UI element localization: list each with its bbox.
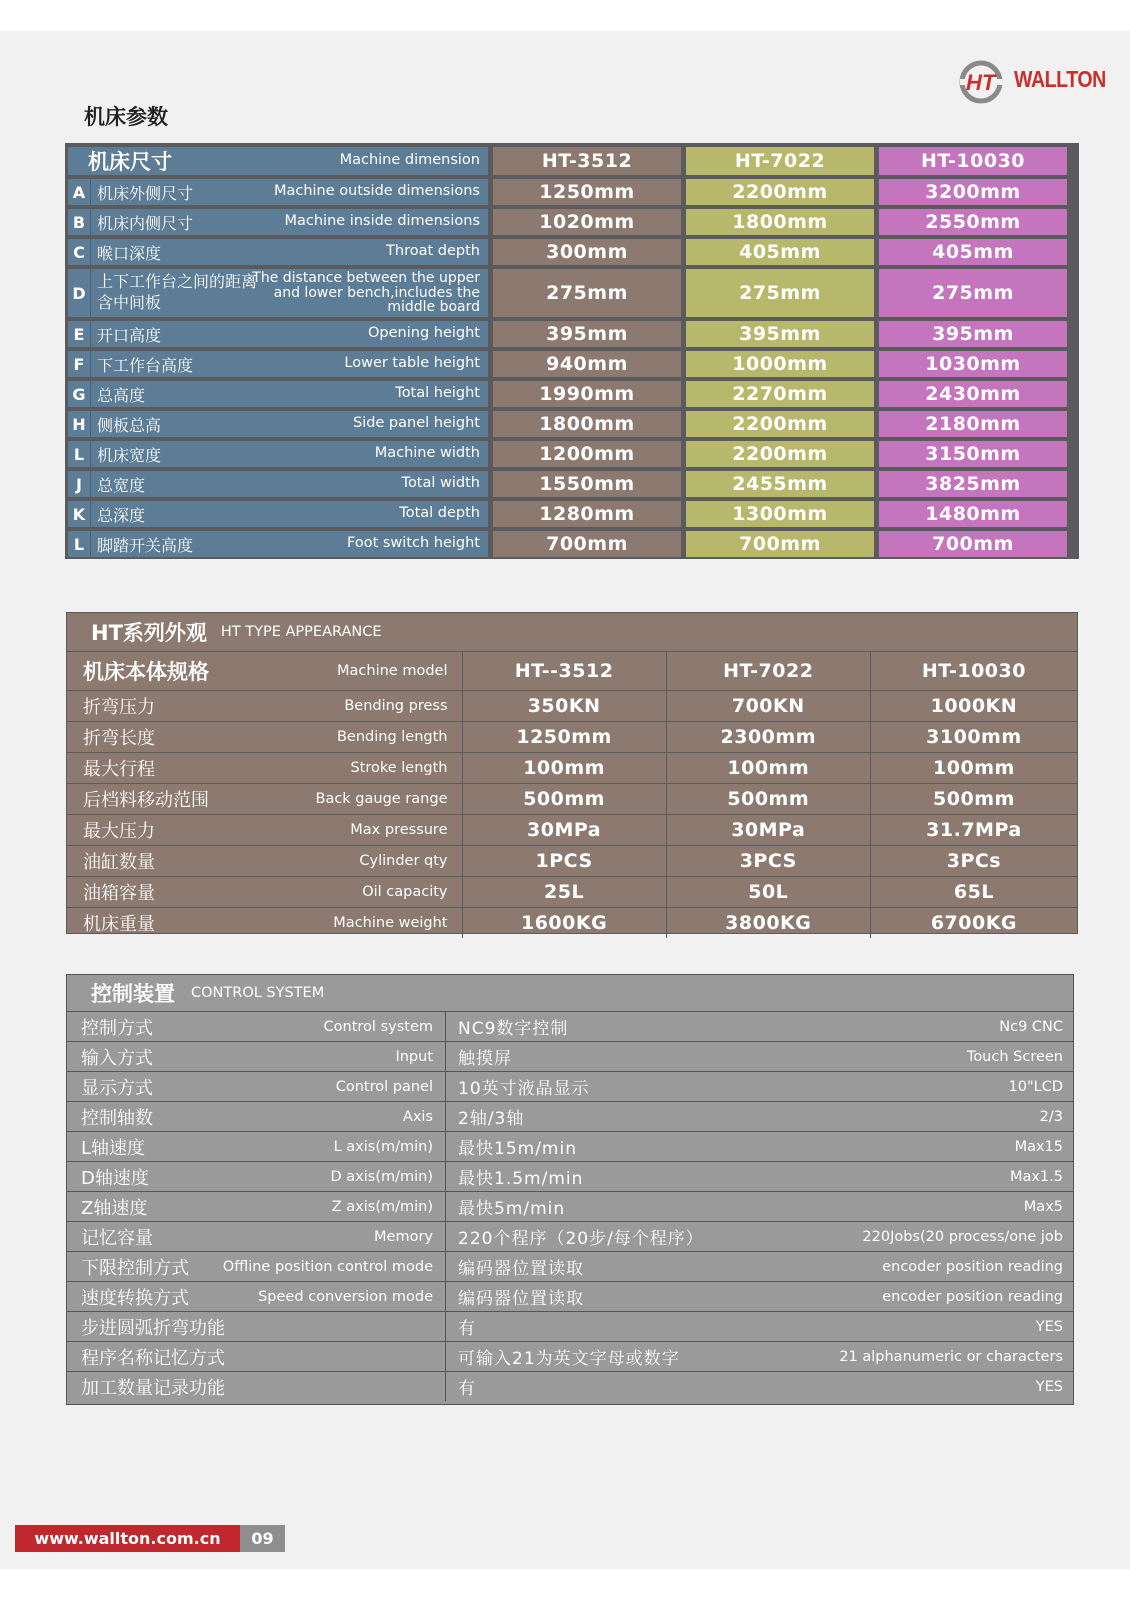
appearance-cn: 折弯压力 <box>83 697 155 718</box>
dimension-en: Machine outside dimensions <box>273 183 480 200</box>
table-row <box>67 722 1077 753</box>
control-cn: 下限控制方式 <box>81 1257 189 1279</box>
dimension-value-2: 405mm <box>686 239 874 265</box>
control-label <box>67 1132 446 1161</box>
model-header-3: HT-10030 <box>879 147 1067 175</box>
dimension-header-cn: 机床尺寸 <box>88 150 172 174</box>
table-row <box>67 846 1077 877</box>
dimension-value-3: 405mm <box>879 239 1067 265</box>
dimension-letter: J <box>68 471 91 497</box>
table-row <box>65 381 1079 407</box>
control-en: Offline position control mode <box>222 1258 433 1275</box>
appearance-cn: 最大压力 <box>83 821 155 842</box>
appearance-header-label <box>67 652 463 690</box>
control-cn: 控制方式 <box>81 1017 153 1039</box>
appearance-table <box>66 612 1078 934</box>
control-description <box>446 1372 1073 1401</box>
dimension-cn: 下工作台高度 <box>97 355 194 375</box>
dimension-value-2: 1300mm <box>686 501 874 527</box>
table-row <box>67 908 1077 938</box>
appearance-label <box>67 815 463 845</box>
table-row <box>65 411 1079 437</box>
dimension-value-3: 2180mm <box>879 411 1067 437</box>
appearance-value-1: 350KN <box>463 691 667 721</box>
control-desc-cn: NC9数字控制 <box>458 1019 569 1039</box>
control-desc-en: 220Jobs(20 process/one job <box>862 1228 1063 1245</box>
dimension-value-2: 2200mm <box>686 441 874 467</box>
dimension-cn: 脚踏开关高度 <box>97 535 194 555</box>
appearance-model-2: HT-7022 <box>667 652 871 690</box>
control-description <box>446 1072 1073 1101</box>
control-cn: 步进圆弧折弯功能 <box>81 1317 225 1339</box>
control-cn: D轴速度 <box>81 1167 149 1189</box>
dimension-en: Total height <box>395 385 480 402</box>
dimension-value-1: 1250mm <box>493 179 681 205</box>
appearance-value-1: 100mm <box>463 753 667 783</box>
control-en: Memory <box>374 1228 433 1245</box>
control-cn: 速度转换方式 <box>81 1287 189 1309</box>
dimension-label <box>68 351 488 377</box>
control-description <box>446 1282 1073 1311</box>
dimension-value-3: 1030mm <box>879 351 1067 377</box>
appearance-value-3: 3PCs <box>946 850 1002 872</box>
appearance-cn: 机床重量 <box>83 914 155 935</box>
table-row <box>67 1042 1073 1072</box>
table-row <box>67 753 1077 784</box>
appearance-en: Bending length <box>336 729 448 745</box>
control-cn: Z轴速度 <box>81 1197 148 1219</box>
appearance-value-2: 30MPa <box>667 815 871 845</box>
table-row <box>65 471 1079 497</box>
dimension-value-2: 275mm <box>686 269 874 317</box>
dimension-cn: 机床外侧尺寸 <box>97 183 194 203</box>
appearance-label <box>67 846 463 876</box>
control-description <box>446 1192 1073 1221</box>
control-label <box>67 1102 446 1131</box>
appearance-en: Cylinder qty <box>359 853 448 869</box>
appearance-header-cn: 机床本体规格 <box>83 660 209 684</box>
control-desc-cn: 编码器位置读取 <box>458 1289 584 1309</box>
dimension-label <box>68 381 488 407</box>
table-row <box>65 321 1079 347</box>
dimension-cn: 开口高度 <box>97 325 162 345</box>
table-row <box>67 877 1077 908</box>
control-cn: 显示方式 <box>81 1077 153 1099</box>
dimension-cn: 机床内侧尺寸 <box>97 213 194 233</box>
control-title <box>67 975 1073 1012</box>
control-en: L axis(m/min) <box>333 1138 433 1155</box>
control-desc-cn: 10英寸液晶显示 <box>458 1079 590 1099</box>
appearance-label <box>67 753 463 783</box>
dimension-label <box>68 411 488 437</box>
model-header-2: HT-7022 <box>686 147 874 175</box>
model-header-1: HT-3512 <box>493 147 681 175</box>
control-label <box>67 1342 446 1371</box>
appearance-value-1: 25L <box>463 877 667 907</box>
table-row <box>67 1252 1073 1282</box>
table-row <box>67 1162 1073 1192</box>
dimension-value-3: 395mm <box>879 321 1067 347</box>
control-description <box>446 1042 1073 1071</box>
control-en: Control panel <box>335 1078 433 1095</box>
table-row <box>65 351 1079 377</box>
dimension-en: Total depth <box>399 505 480 522</box>
control-desc-cn: 最快5m/min <box>458 1199 566 1219</box>
control-desc-cn: 编码器位置读取 <box>458 1259 584 1279</box>
control-desc-en: Max15 <box>1014 1138 1063 1155</box>
control-cn: 控制轴数 <box>81 1107 153 1129</box>
table-row <box>67 1132 1073 1162</box>
control-description <box>446 1012 1073 1041</box>
control-en: Axis <box>402 1108 433 1125</box>
dimension-value-2: 1800mm <box>686 209 874 235</box>
control-cn: 输入方式 <box>81 1047 153 1069</box>
table-row <box>67 1342 1073 1372</box>
dimension-cn: 侧板总高 <box>97 415 162 435</box>
appearance-value-3: 31.7MPa <box>926 819 1022 841</box>
table-row <box>65 179 1079 205</box>
appearance-title-en: HT TYPE APPEARANCE <box>220 624 382 640</box>
appearance-value-2: 700KN <box>667 691 871 721</box>
dimension-letter: B <box>68 209 91 235</box>
control-en: Input <box>395 1048 433 1065</box>
control-label <box>67 1312 446 1341</box>
control-label <box>67 1282 446 1311</box>
dimension-letter: F <box>68 351 91 377</box>
dimension-value-1: 1200mm <box>493 441 681 467</box>
control-cn: L轴速度 <box>81 1137 146 1159</box>
dimension-value-1: 275mm <box>493 269 681 317</box>
appearance-value-1: 500mm <box>463 784 667 814</box>
table-row <box>67 1282 1073 1312</box>
table-row <box>67 691 1077 722</box>
dimension-value-3: 3200mm <box>879 179 1067 205</box>
appearance-value-3: 100mm <box>933 757 1015 779</box>
dimension-en: Machine inside dimensions <box>284 213 480 230</box>
appearance-label <box>67 877 463 907</box>
table-row <box>67 1072 1073 1102</box>
dimension-en: Machine width <box>374 445 480 462</box>
control-desc-en: Nc9 CNC <box>999 1018 1063 1035</box>
dimension-value-1: 1020mm <box>493 209 681 235</box>
appearance-value-2: 50L <box>667 877 871 907</box>
appearance-value-2: 3PCS <box>667 846 871 876</box>
appearance-value-2: 2300mm <box>667 722 871 752</box>
control-description <box>446 1162 1073 1191</box>
control-label <box>67 1012 446 1041</box>
control-desc-en: 2/3 <box>1039 1108 1063 1125</box>
control-desc-cn: 可输入21为英文字母或数字 <box>458 1349 680 1369</box>
control-en: Speed conversion mode <box>258 1288 433 1305</box>
appearance-cn: 油箱容量 <box>83 883 155 904</box>
dimension-letter: D <box>68 269 91 317</box>
table-row <box>65 269 1079 317</box>
dimension-value-3: 700mm <box>879 531 1067 557</box>
appearance-value-2: 100mm <box>667 753 871 783</box>
table-row <box>65 441 1079 467</box>
dimension-cn: 喉口深度 <box>97 243 162 263</box>
dimension-label <box>68 239 488 265</box>
control-en: Z axis(m/min) <box>331 1198 433 1215</box>
control-label <box>67 1072 446 1101</box>
dimension-value-2: 2200mm <box>686 411 874 437</box>
appearance-value-2: 500mm <box>667 784 871 814</box>
page-number: 09 <box>240 1525 285 1552</box>
control-desc-en: encoder position reading <box>882 1288 1063 1305</box>
appearance-value-3: 65L <box>953 881 994 903</box>
control-desc-en: Touch Screen <box>966 1048 1063 1065</box>
appearance-model-1: HT--3512 <box>463 652 667 690</box>
dimension-letter: A <box>68 179 91 205</box>
dimension-value-1: 300mm <box>493 239 681 265</box>
dimension-letter: L <box>68 531 91 557</box>
table-row <box>65 239 1079 265</box>
dimension-cn: 总高度 <box>97 385 146 405</box>
control-title-en: CONTROL SYSTEM <box>191 985 325 1001</box>
dimension-value-3: 2550mm <box>879 209 1067 235</box>
control-desc-en: YES <box>1035 1318 1063 1335</box>
dimension-cn: 上下工作台之间的距离含中间板 <box>97 272 258 312</box>
control-cn: 程序名称记忆方式 <box>81 1347 225 1369</box>
appearance-value-1: 1250mm <box>463 722 667 752</box>
dimension-cn: 机床宽度 <box>97 445 162 465</box>
appearance-value-1: 1PCS <box>463 846 667 876</box>
control-desc-cn: 最快1.5m/min <box>458 1169 584 1189</box>
dimension-label <box>68 321 488 347</box>
logo-wordmark: WALLTON <box>1014 66 1106 92</box>
table-row <box>67 1312 1073 1342</box>
footer-url[interactable]: www.wallton.com.cn <box>15 1525 240 1552</box>
appearance-value-3: 500mm <box>933 788 1015 810</box>
dimension-value-2: 2270mm <box>686 381 874 407</box>
dimension-value-3: 1480mm <box>879 501 1067 527</box>
dimension-en: Foot switch height <box>347 535 480 552</box>
appearance-en: Oil capacity <box>362 884 448 900</box>
control-description <box>446 1252 1073 1281</box>
dimension-value-1: 1800mm <box>493 411 681 437</box>
control-desc-en: YES <box>1035 1378 1063 1395</box>
dimension-value-1: 940mm <box>493 351 681 377</box>
dimension-value-3: 2430mm <box>879 381 1067 407</box>
dimension-label <box>68 209 488 235</box>
appearance-cn: 油缸数量 <box>83 852 155 873</box>
dimension-en: Lower table height <box>344 355 480 372</box>
appearance-en: Back gauge range <box>315 791 448 807</box>
control-description <box>446 1312 1073 1341</box>
dimension-value-3: 3150mm <box>879 441 1067 467</box>
table-row <box>67 1192 1073 1222</box>
control-label <box>67 1162 446 1191</box>
dimension-letter: H <box>68 411 91 437</box>
dimension-value-2: 2455mm <box>686 471 874 497</box>
control-label <box>67 1372 446 1401</box>
control-cn: 记忆容量 <box>81 1227 153 1249</box>
control-desc-cn: 有 <box>458 1379 476 1399</box>
table-row <box>67 1012 1073 1042</box>
control-en: Control system <box>323 1018 433 1035</box>
control-title-cn: 控制装置 <box>91 982 175 1006</box>
dimension-en: The distance between the upper and lower bench,includes the middle board <box>252 269 480 316</box>
dimension-value-1: 1280mm <box>493 501 681 527</box>
dimension-value-1: 1990mm <box>493 381 681 407</box>
appearance-value-3: 6700KG <box>930 912 1018 934</box>
control-desc-cn: 有 <box>458 1319 476 1339</box>
control-description <box>446 1342 1073 1371</box>
control-description <box>446 1132 1073 1161</box>
table-row <box>67 1102 1073 1132</box>
control-desc-cn: 220个程序（20步/每个程序） <box>458 1229 704 1249</box>
dimension-value-3: 275mm <box>879 269 1067 317</box>
control-desc-en: 10"LCD <box>1008 1078 1063 1095</box>
dimension-label <box>68 531 488 557</box>
table-row <box>67 1372 1073 1401</box>
dimension-letter: G <box>68 381 91 407</box>
appearance-cn: 后档料移动范围 <box>83 790 209 811</box>
dimension-label <box>68 269 488 317</box>
appearance-value-3: 1000KN <box>930 695 1018 717</box>
appearance-value-1: 1600KG <box>463 908 667 938</box>
dimension-letter: E <box>68 321 91 347</box>
appearance-value-2: 3800KG <box>667 908 871 938</box>
table-row <box>67 1222 1073 1252</box>
control-desc-en: Max5 <box>1023 1198 1063 1215</box>
appearance-label <box>67 784 463 814</box>
appearance-header-en: Machine model <box>337 663 448 679</box>
dimension-en: Side panel height <box>352 415 480 432</box>
control-desc-cn: 2轴/3轴 <box>458 1109 525 1129</box>
table-row <box>65 209 1079 235</box>
dimension-en: Opening height <box>368 325 480 342</box>
control-description <box>446 1102 1073 1131</box>
dimension-header-label <box>68 147 488 175</box>
appearance-title <box>67 613 1077 652</box>
control-desc-en: Max1.5 <box>1009 1168 1063 1185</box>
appearance-en: Stroke length <box>350 760 448 776</box>
dimension-letter: L <box>68 441 91 467</box>
appearance-value-3: 3100mm <box>926 726 1022 748</box>
dimension-cn: 总宽度 <box>97 475 146 495</box>
appearance-title-cn: HT系列外观 <box>91 621 207 645</box>
dimension-cn: 总深度 <box>97 505 146 525</box>
appearance-cn: 最大行程 <box>83 759 155 780</box>
control-label <box>67 1192 446 1221</box>
table-row <box>67 815 1077 846</box>
dimension-value-1: 1550mm <box>493 471 681 497</box>
dimension-en: Throat depth <box>386 243 480 260</box>
dimension-value-2: 395mm <box>686 321 874 347</box>
appearance-label <box>67 908 463 938</box>
table-row <box>65 501 1079 527</box>
dimension-label <box>68 179 488 205</box>
appearance-header-row <box>67 652 1077 691</box>
appearance-en: Machine weight <box>333 915 448 931</box>
logo-mark: HT <box>966 70 996 95</box>
appearance-en: Max pressure <box>350 822 448 838</box>
control-desc-en: 21 alphanumeric or characters <box>839 1348 1063 1365</box>
dimension-label <box>68 501 488 527</box>
appearance-label <box>67 691 463 721</box>
appearance-model-3: HT-10030 <box>921 660 1026 682</box>
dimension-table <box>65 143 1079 559</box>
appearance-value-1: 30MPa <box>463 815 667 845</box>
dimension-header-row <box>65 147 1079 175</box>
appearance-en: Bending press <box>344 698 448 714</box>
dimension-letter: C <box>68 239 91 265</box>
control-desc-cn: 触摸屏 <box>458 1049 512 1069</box>
control-table <box>66 974 1074 1405</box>
table-row <box>65 531 1079 557</box>
control-description <box>446 1222 1073 1251</box>
appearance-cn: 折弯长度 <box>83 728 155 749</box>
dimension-value-1: 395mm <box>493 321 681 347</box>
page-heading: 机床参数 <box>84 105 168 129</box>
control-desc-cn: 最快15m/min <box>458 1139 577 1159</box>
control-en: D axis(m/min) <box>330 1168 433 1185</box>
dimension-value-2: 2200mm <box>686 179 874 205</box>
control-label <box>67 1252 446 1281</box>
dimension-value-2: 700mm <box>686 531 874 557</box>
dimension-letter: K <box>68 501 91 527</box>
control-cn: 加工数量记录功能 <box>81 1377 225 1399</box>
control-label <box>67 1042 446 1071</box>
control-desc-en: encoder position reading <box>882 1258 1063 1275</box>
dimension-en: Total width <box>401 475 480 492</box>
dimension-label <box>68 441 488 467</box>
dimension-value-3: 3825mm <box>879 471 1067 497</box>
dimension-header-en: Machine dimension <box>339 152 480 169</box>
control-label <box>67 1222 446 1251</box>
dimension-value-1: 700mm <box>493 531 681 557</box>
dimension-value-2: 1000mm <box>686 351 874 377</box>
appearance-label <box>67 722 463 752</box>
table-row <box>67 784 1077 815</box>
dimension-label <box>68 471 488 497</box>
